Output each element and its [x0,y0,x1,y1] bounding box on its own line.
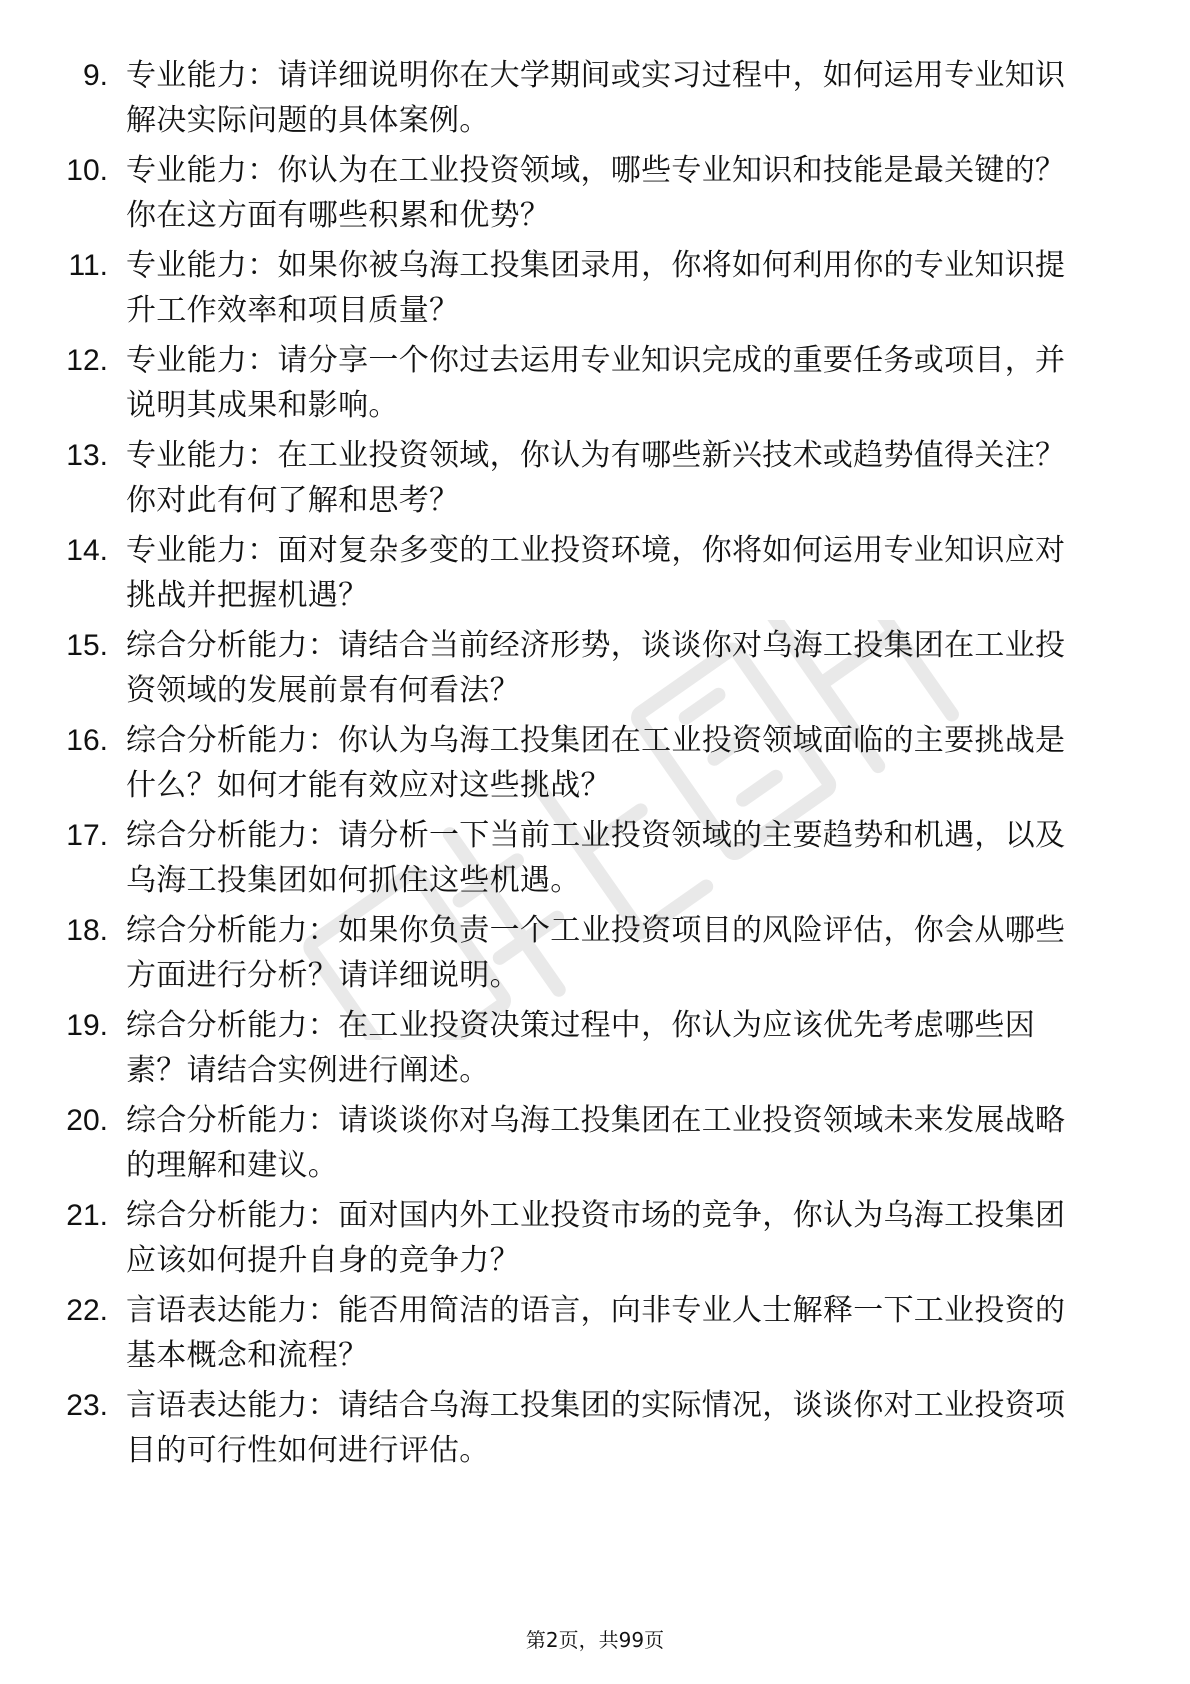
question-item [0,1288,1190,1378]
question-number: 19. [66,1009,108,1042]
question-number: 22. [66,1294,108,1327]
question-number: 16. [66,724,108,757]
question-item [0,1098,1190,1188]
question-number: 10. [66,154,108,187]
question-number: 9. [82,59,108,92]
question-item [0,53,1190,143]
question-text: 专业能力：请详细说明你在大学期间或实习过程中，如何运用专业知识解决实际问题的具体案例。 [126,58,1066,138]
question-text: 综合分析能力：请分析一下当前工业投资领域的主要趋势和机遇，以及乌海工投集团如何抓住这些机遇。 [126,818,1066,898]
question-item [0,908,1190,998]
question-number: 13. [66,439,108,472]
question-text: 专业能力：请分享一个你过去运用专业知识完成的重要任务或项目，并说明其成果和影响。 [126,343,1066,423]
question-number: 18. [66,914,108,947]
question-item [0,623,1190,713]
question-text: 综合分析能力：你认为乌海工投集团在工业投资领域面临的主要挑战是什么？如何才能有效应对这些挑战？ [126,723,1066,803]
question-item [0,528,1190,618]
question-item [0,813,1190,903]
question-text: 综合分析能力：请谈谈你对乌海工投集团在工业投资领域未来发展战略的理解和建议。 [126,1103,1066,1183]
question-text: 专业能力：在工业投资领域，你认为有哪些新兴技术或趋势值得关注？你对此有何了解和思考？ [126,438,1066,518]
question-text: 专业能力：面对复杂多变的工业投资环境，你将如何运用专业知识应对挑战并把握机遇？ [126,533,1066,613]
question-item [0,433,1190,523]
question-number: 15. [66,629,108,662]
question-item [0,718,1190,808]
question-text: 综合分析能力：面对国内外工业投资市场的竞争，你认为乌海工投集团应该如何提升自身的竞争力？ [126,1198,1066,1278]
question-text: 言语表达能力：能否用简洁的语言，向非专业人士解释一下工业投资的基本概念和流程？ [126,1293,1066,1373]
question-item [0,148,1190,238]
question-number: 12. [66,344,108,377]
question-text: 专业能力：你认为在工业投资领域，哪些专业知识和技能是最关键的？你在这方面有哪些积累和优势？ [126,153,1066,233]
page-footer: 第2页，共99页 [525,1628,665,1652]
question-number: 14. [66,534,108,567]
question-item [0,1003,1190,1093]
question-number: 11. [68,249,108,282]
question-number: 17. [66,819,108,852]
question-text: 综合分析能力：如果你负责一个工业投资项目的风险评估，你会从哪些方面进行分析？请详细说明。 [126,913,1066,993]
question-number: 23. [66,1389,108,1422]
question-number: 21. [66,1199,108,1232]
question-item [0,1193,1190,1283]
question-text: 言语表达能力：请结合乌海工投集团的实际情况，谈谈你对工业投资项目的可行性如何进行评估。 [126,1388,1066,1468]
question-text: 综合分析能力：在工业投资决策过程中，你认为应该优先考虑哪些因素？请结合实例进行阐述。 [126,1008,1035,1088]
question-number: 20. [66,1104,108,1137]
question-item [0,338,1190,428]
question-item [0,243,1190,333]
question-item [0,1383,1190,1473]
question-text: 综合分析能力：请结合当前经济形势，谈谈你对乌海工投集团在工业投资领域的发展前景有何看法？ [126,628,1066,708]
question-text: 专业能力：如果你被乌海工投集团录用，你将如何利用你的专业知识提升工作效率和项目质量？ [126,248,1066,328]
